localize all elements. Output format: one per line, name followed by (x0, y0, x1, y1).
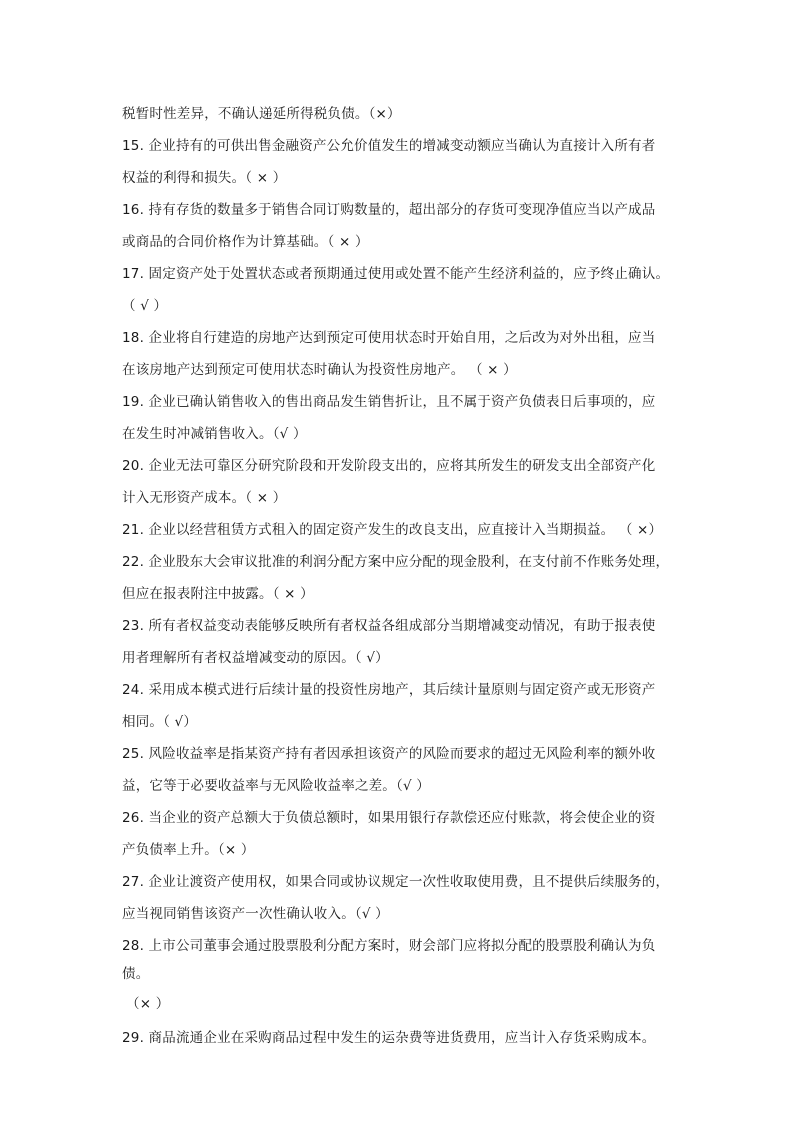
item-28-line-2: 债。 (122, 966, 150, 982)
text-line: 税暂时性差异，不确认递延所得税负债。（×） (122, 106, 401, 122)
item-19-line-1: 19. 企业已确认销售收入的售出商品发生销售折让，且不属于资产负债表日后事项的，应 (122, 394, 656, 410)
item-23-line-2: 用者理解所有者权益增减变动的原因。（ √） (122, 650, 389, 666)
item-15-line-1: 15. 企业持有的可供出售金融资产公允价值发生的增减变动额应当确认为直接计入所有者 (122, 138, 656, 154)
item-17-line-2: （ √ ） (122, 298, 168, 314)
item-23-line-1: 23. 所有者权益变动表能够反映所有者权益各组成部分当期增减变动情况，有助于报表使 (122, 618, 656, 634)
item-28-line-1: 28. 上市公司董事会通过股票股利分配方案时，财会部门应将拟分配的股票股利确认为负 (122, 938, 656, 954)
item-19-line-2: 在发生时冲减销售收入。（√ ） (122, 426, 307, 442)
item-29-line-1: 29. 商品流通企业在采购商品过程中发生的运杂费等进货费用，应当计入存货采购成本。 (122, 1030, 656, 1046)
item-27-line-2: 应当视同销售该资产一次性确认收入。（√ ） (122, 906, 389, 922)
item-28-answer: （× ） (126, 996, 170, 1012)
item-25-line-2: 益，它等于必要收益率与无风险收益率之差。（√ ） (122, 778, 430, 794)
item-22-line-1: 22. 企业股东大会审议批准的利润分配方案中应分配的现金股利，在支付前不作账务处理， (122, 554, 670, 570)
item-26-line-2: 产负债率上升。（× ） (122, 842, 255, 858)
item-15-line-2: 权益的利得和损失。（ × ） (122, 170, 287, 186)
item-21-line-1: 21. 企业以经营租赁方式租入的固定资产发生的改良支出，应直接计入当期损益。 （ ×） (122, 522, 663, 538)
item-17-line-1: 17. 固定资产处于处置状态或者预期通过使用或处置不能产生经济利益的，应予终止确认。 (122, 266, 670, 282)
item-25-line-1: 25. 风险收益率是指某资产持有者因承担该资产的风险而要求的超过无风险利率的额外收 (122, 746, 656, 762)
item-16-line-1: 16. 持有存货的数量多于销售合同订购数量的，超出部分的存货可变现净值应当以产成品 (122, 202, 656, 218)
item-16-line-2: 或商品的合同价格作为计算基础。（ × ） (122, 234, 369, 250)
item-22-line-2: 但应在报表附注中披露。（ × ） (122, 586, 314, 602)
item-18-line-2: 在该房地产达到预定可使用状态时确认为投资性房地产。 （ × ） (122, 362, 517, 378)
item-27-line-1: 27. 企业让渡资产使用权，如果合同或协议规定一次性收取使用费，且不提供后续服务的， (122, 874, 670, 890)
item-20-line-2: 计入无形资产成本。（ × ） (122, 490, 287, 506)
item-24-line-2: 相同。（ √） (122, 714, 198, 730)
item-26-line-1: 26. 当企业的资产总额大于负债总额时，如果用银行存款偿还应付账款，将会使企业的资 (122, 810, 656, 826)
item-18-line-1: 18. 企业将自行建造的房地产达到预定可使用状态时开始自用，之后改为对外出租，应当 (122, 330, 656, 346)
item-24-line-1: 24. 采用成本模式进行后续计量的投资性房地产，其后续计量原则与固定资产或无形资产 (122, 682, 656, 698)
item-20-line-1: 20. 企业无法可靠区分研究阶段和开发阶段支出的，应将其所发生的研发支出全部资产化 (122, 458, 656, 474)
